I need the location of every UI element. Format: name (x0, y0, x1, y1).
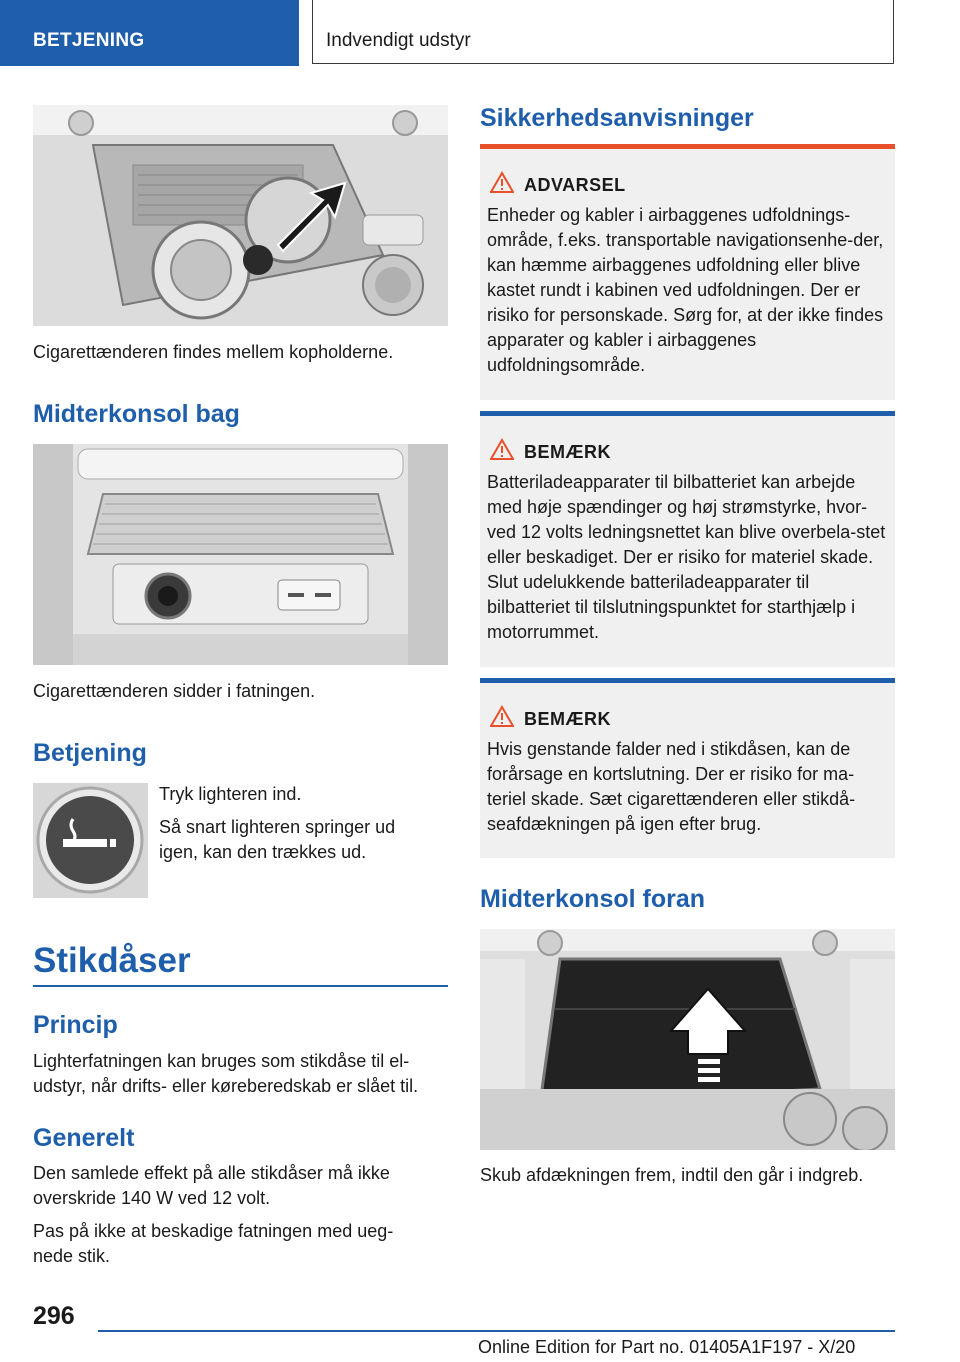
heading-sikkerhedsanvisninger: Sikkerhedsanvisninger (480, 104, 754, 132)
chapter-title: Indvendigt udstyr (326, 30, 471, 51)
heading-princip: Princip (33, 1011, 118, 1039)
chapter-tab (312, 0, 894, 64)
caption-socket: Cigarettænderen sidder i fatningen. (33, 681, 316, 701)
footer-rule (98, 1330, 895, 1332)
notice-text-shortcircuit: Hvis genstande falder ned i stikdåsen, kan de forårsage en kortslutning. Der er risiko for ma-teriel skade. Sæt cigarettænderen eller stikdå-seafdækningen på igen efter brug. (487, 739, 856, 834)
footer-edition: Online Edition for Part no. 01405A1F197 - X/20 (478, 1337, 856, 1357)
betjening-step1: Tryk lighteren ind. (159, 784, 302, 804)
caution-triangle-icon (490, 705, 514, 727)
notice-label-charger: BEMÆRK (524, 442, 611, 462)
generelt-text-2: Pas på ikke at beskadige fatningen med ueg-nede stik. (33, 1221, 394, 1266)
heading-midterkonsol-bag: Midterkonsol bag (33, 400, 240, 428)
heading-generelt: Generelt (33, 1124, 135, 1152)
princip-text: Lighterfatningen kan bruges som stikdåse til el-udstyr, når drifts- eller køreberedskab er slået til. (33, 1051, 419, 1096)
heading-rule (33, 985, 448, 987)
warning-text: Enheder og kabler i airbaggenes udfoldnings-område, f.eks. transportable navigationsenhe-der, kan hæmme airbaggenes udfoldning eller blive kastet rundt i kabinen ved udfoldningen. Der er risiko for personskade. Sørg for, at der ikke findes apparater og kabler i airbaggenes udfoldningsområde. (487, 205, 884, 375)
photo-front-console-cover (480, 929, 895, 1150)
notice-text-charger: Batteriladeapparater til bilbatteriet kan arbejde med høje spændinger og høj strømstyrke, hvor-ved 12 volts ledningsnettet kan blive overbela-stet eller beskadiget. Der er risiko for materiel skade. Slut udelukkende batteriladeapparater til bilbatteriet til tilslutningspunktet for starthjælp i motorrummet. (487, 472, 886, 642)
warning-box (480, 144, 895, 400)
betjening-step2: Så snart lighteren springer ud igen, kan den trækkes ud. (159, 817, 396, 862)
heading-stikdaaser: Stikdåser (33, 941, 191, 980)
warning-triangle-icon (490, 171, 514, 193)
photo-cupholders-lighter (33, 105, 448, 326)
lighter-icon (33, 783, 148, 898)
page-number: 296 (33, 1302, 75, 1330)
notice-label-shortcircuit: BEMÆRK (524, 709, 611, 729)
warning-label: ADVARSEL (524, 175, 626, 195)
section-title: BETJENING (33, 30, 145, 51)
section-tab (0, 0, 299, 66)
caption-front-console: Skub afdækningen frem, indtil den går i indgreb. (480, 1165, 864, 1185)
heading-betjening: Betjening (33, 739, 147, 767)
notice-box-shortcircuit (480, 678, 895, 858)
caution-triangle-icon (490, 438, 514, 460)
notice-box-charger (480, 411, 895, 667)
caption-cupholders: Cigarettænderen findes mellem kopholderne. (33, 342, 394, 362)
photo-rear-console-socket (33, 444, 448, 665)
heading-midterkonsol-foran: Midterkonsol foran (480, 885, 706, 913)
generelt-text-1: Den samlede effekt på alle stikdåser må ikke overskride 140 W ved 12 volt. (33, 1163, 390, 1208)
